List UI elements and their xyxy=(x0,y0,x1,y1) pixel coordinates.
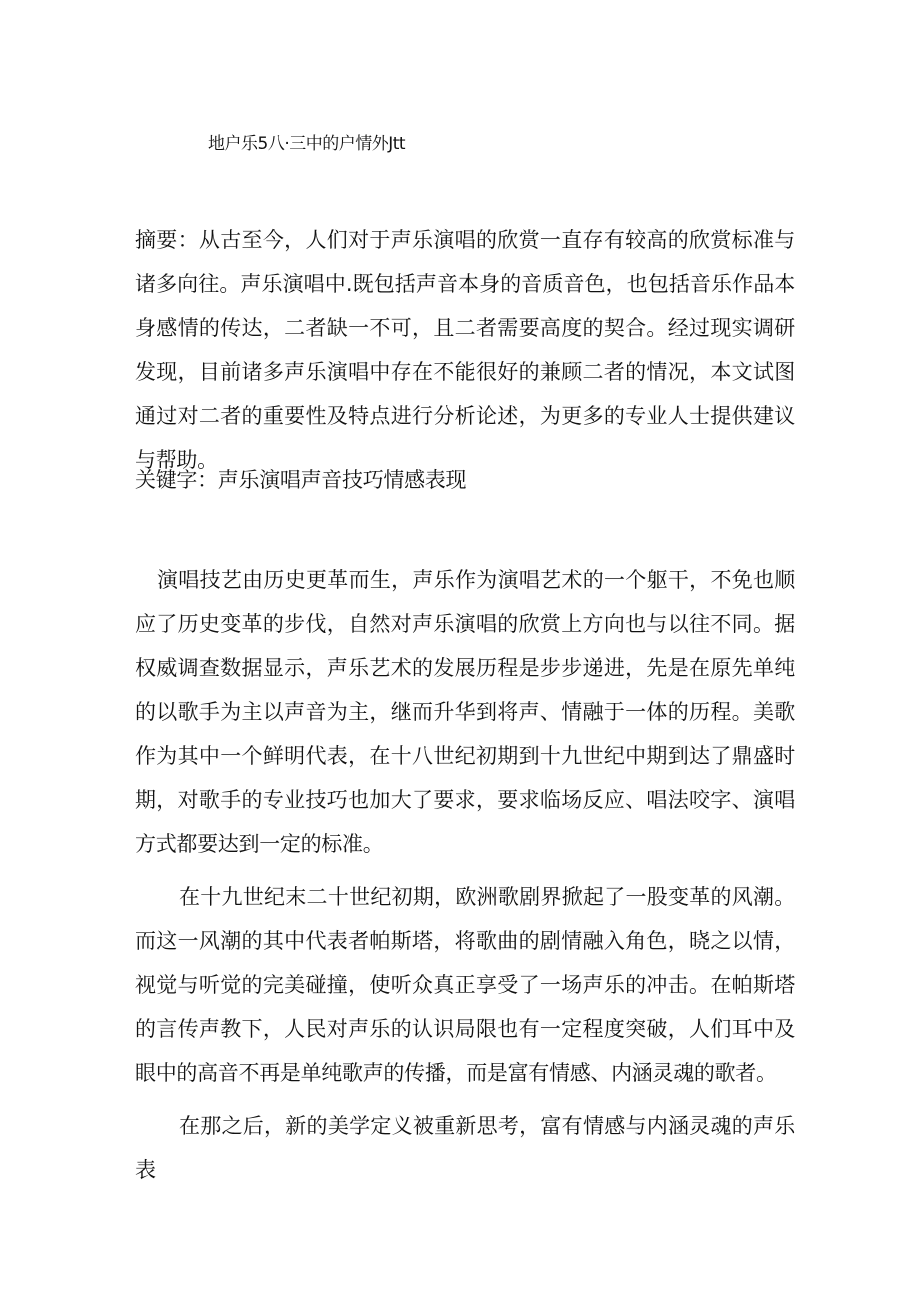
body-paragraph-1: 演唱技艺由历史更革而生，声乐作为演唱艺术的一个躯干，不免也顺应了历史变革的步伐，自然对声乐演唱的欣赏上方向也与以往不同。据权威调查数据显示，声乐艺术的发展历程是步步递进，先是在原先单纯的以歌手为主以声音为主，继而升华到将声、情融于一体的历程。美歌作为其中一个鲜明代表，在十八世纪初期到十九世纪中期到达了鼎盛时期，对歌手的专业技巧也加大了要求，要求临场反应、唱法咬字、演唱方式都要达到一定的标准。 xyxy=(135,568,795,856)
abstract-paragraph: 摘要：从古至今，人们对于声乐演唱的欣赏一直存有较高的欣赏标准与诸多向往。声乐演唱中.既包括声音本身的音质音色，也包括音乐作品本身感情的传达，二者缺一不可，且二者需要高度的契合。经过现实调研发现，目前诸多声乐演唱中存在不能很好的兼顾二者的情况，本文试图通过对二者的重要性及特点进行分析论述，为更多的专业人士提供建议与帮助。 xyxy=(135,228,795,472)
keywords-line: 关键字：声乐演唱声音技巧情感表现 xyxy=(135,468,467,492)
body-text xyxy=(135,558,795,1201)
body-paragraph-3: 在那之后，新的美学定义被重新思考，富有情感与内涵灵魂的声乐表 xyxy=(135,1114,795,1182)
body-paragraph-2: 在十九世纪末二十世纪初期，欧洲歌剧界掀起了一股变革的风潮。而这一风潮的其中代表者帕斯塔，将歌曲的剧情融入角色，晓之以情，视觉与听觉的完美碰撞，使听众真正享受了一场声乐的冲击。在帕斯塔的言传声教下，人民对声乐的认识局限也有一定程度突破，人们耳中及眼中的高音不再是单纯歌声的传播，而是富有情感、内涵灵魂的歌者。 xyxy=(135,885,795,1085)
document-title: 地户乐5八·三中的户情外Jtt xyxy=(208,134,406,154)
